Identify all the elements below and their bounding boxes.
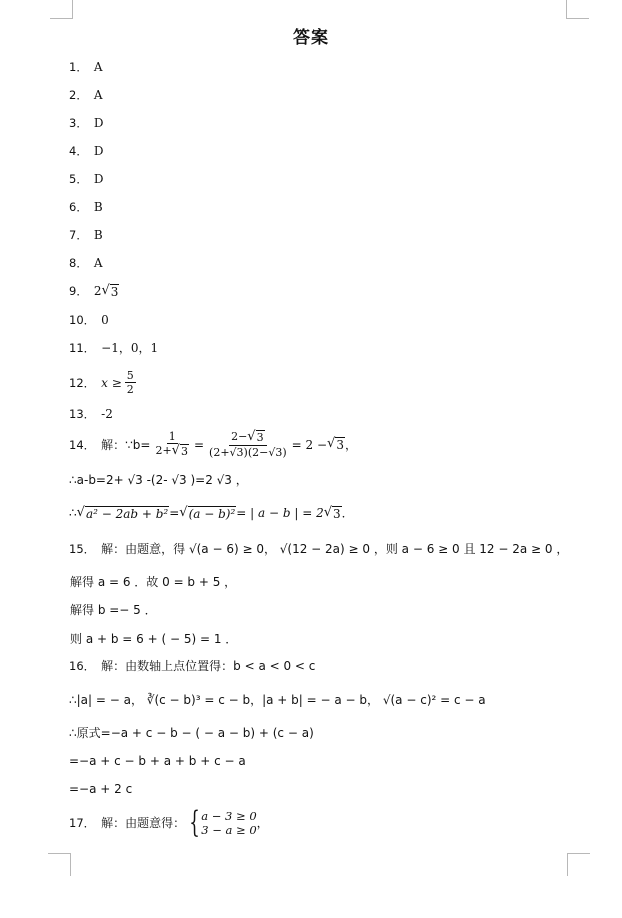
answer-14-line-2: ∴a-b=2+ √3 -(2- √3 )=2 √3 ， xyxy=(69,473,248,487)
crop-mark-top-left xyxy=(50,0,73,19)
crop-mark-bottom-left xyxy=(48,853,71,876)
answer-2: 2． A xyxy=(69,88,103,102)
answer-17: 17． 解：由题意得： { a − 3 ≥ 0 3 − a ≥ 0 ， xyxy=(69,805,269,840)
answer-14-line-3: ∴ √ a² − 2ab + b² = √ (a − b)² = | a − b | = 2 √ 3 ． xyxy=(69,504,354,521)
answer-1: 1． A xyxy=(69,60,103,74)
crop-mark-bottom-right xyxy=(567,853,590,876)
answer-3: 3． D xyxy=(69,116,104,130)
answer-16-line-1: 16． 解：由数轴上点位置得：b < a < 0 < c xyxy=(69,659,316,673)
answer-4: 4． D xyxy=(69,144,104,158)
answer-5: 5． D xyxy=(69,172,104,186)
answer-15-line-4: 则 a + b = 6 + ( − 5) = 1 ． xyxy=(70,632,238,646)
answer-10: 10． 0 xyxy=(69,313,109,327)
answer-16-line-4: =−a + c − b + a + b + c − a xyxy=(69,754,246,768)
answer-6: 6． B xyxy=(69,200,103,214)
answer-15-line-3: 解得 b =− 5 ． xyxy=(70,603,157,617)
answer-16-line-3: ∴原式=−a + c − b − ( − a − b) + (c − a) xyxy=(69,726,314,740)
answer-15-line-1: 15． 解：由题意，得 √(a − 6) ≥ 0， √(12 − 2a) ≥ 0 ，则 a − 6 ≥ 0 且 12 − 2a ≥ 0 ， xyxy=(69,542,569,556)
answer-16-line-2: ∴|a| = − a， ∛(c − b)³ = c − b，|a + b| = − a − b， √(a − c)² = c − a xyxy=(69,693,486,707)
crop-mark-top-right xyxy=(566,0,589,19)
answer-12: 12． x ≥ $\frac{5}{2}$ xyxy=(69,369,134,396)
answer-9: 9． 2 √ 3 xyxy=(69,282,119,299)
answer-8: 8． A xyxy=(69,256,103,270)
page-title: 答案 xyxy=(293,28,329,48)
answer-15-line-2: 解得 a = 6 ．故 0 = b + 5 ， xyxy=(70,575,237,589)
inequality-system: { a − 3 ≥ 0 3 − a ≥ 0 ， xyxy=(189,805,269,840)
answer-7: 7． B xyxy=(69,228,103,242)
answer-13: 13． -2 xyxy=(69,407,113,421)
answer-16-line-5: =−a + 2 c xyxy=(69,782,133,796)
answer-14-line-1: 14． 解：∵b= 1 2+ √ 3 = 2− √ 3 (2+√3)(2−√3) = 2 − √ 3 ， xyxy=(69,429,357,459)
answer-11: 11． −1，0，1 xyxy=(69,341,159,355)
